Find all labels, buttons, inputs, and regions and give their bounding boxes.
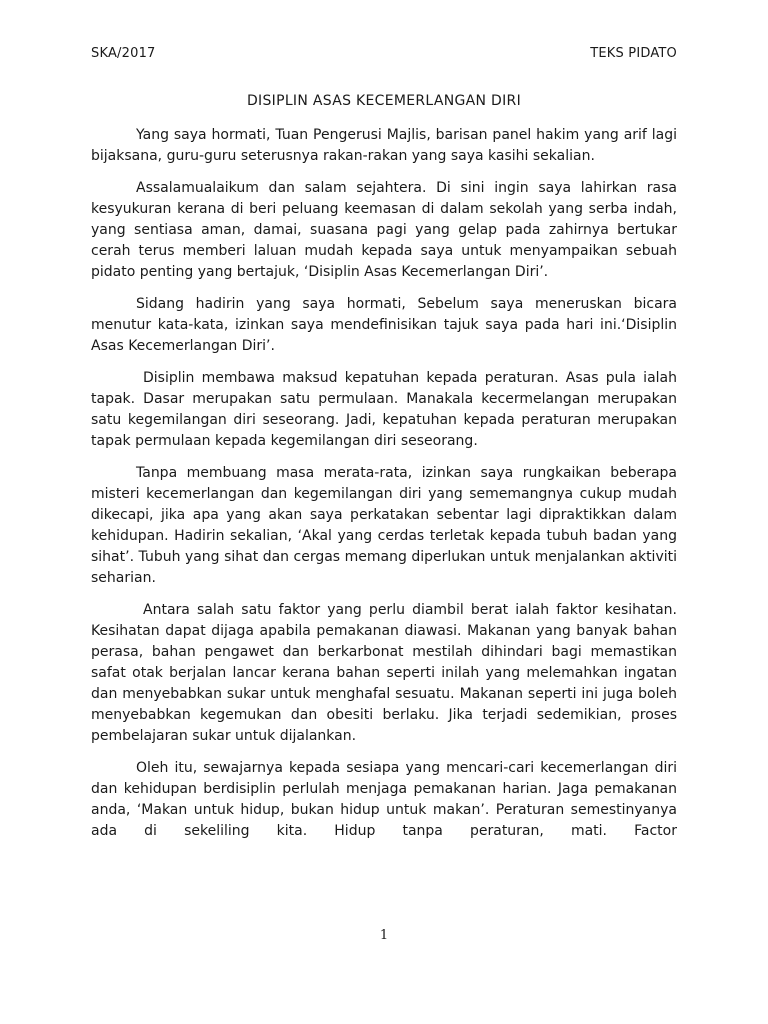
header-code: SKA/2017 [91, 46, 156, 61]
page-title: DISIPLIN ASAS KECEMERLANGAN DIRI [246, 93, 522, 109]
paragraph-nutrition: Antara salah satu faktor yang perlu diambil berat ialah faktor kesihatan. Kesihatan dapat dijaga apabila pemakanan diawasi. Makanan yang banyak bahan perasa, bahan pengawet dan berkarbonat mestilah dihindari bagi memastikan safat otak berjalan lancar kerana bahan seperti inilah yang melemahkan ingatan dan menyebabkan sukar untuk menghafal sesuatu. Makanan seperti ini juga boleh menyebabkan kegemukan dan obesiti berlaku. Jika terjadi sedemikian, proses pembelajaran sukar untuk dijalankan. [91, 602, 677, 744]
paragraph-greeting: Yang saya hormati, Tuan Pengerusi Majlis, barisan panel hakim yang arif lagi bijaksana, guru-guru seterusnya rakan-rakan yang saya kasihi sekalian. [91, 127, 677, 164]
paragraph-salutation: Assalamualaikum dan salam sejahtera. Di sini ingin saya lahirkan rasa kesyukuran kerana di beri peluang keemasan di dalam sekolah yang serba indah, yang sentiasa aman, damai, suasana pagi yang gelap pada zahirnya bertukar cerah terus memberi laluan mudah kepada saya untuk menyampaikan sebuah pidato penting yang bertajuk, ‘Disiplin Asas Kecemerlangan Diri’. [91, 180, 677, 280]
header-document-type: TEKS PIDATO [590, 46, 677, 61]
page-number: 1 [379, 928, 389, 943]
speech-body [91, 125, 677, 842]
paragraph-definition-intro: Sidang hadirin yang saya hormati, Sebelum saya meneruskan bicara menutur kata-kata, izinkan saya mendefinisikan tajuk saya pada hari ini.‘Disiplin Asas Kecemerlangan Diri’. [91, 296, 677, 354]
paragraph-definition: Disiplin membawa maksud kepatuhan kepada peraturan. Asas pula ialah tapak. Dasar merupakan satu permulaan. Manakala kecermelangan merupakan satu kegemilangan diri seseorang. Jadi, kepatuhan kepada peraturan merupakan tapak permulaan kepada kegemilangan diri seseorang. [91, 370, 677, 449]
paragraph-health: Tanpa membuang masa merata-rata, izinkan saya rungkaikan beberapa misteri kecemerlangan dan kegemilangan diri yang sememangnya cukup mudah dikecapi, jika apa yang akan saya perkatakan sebentar lagi dipraktikkan dalam kehidupan. Hadirin sekalian, ‘Akal yang cerdas terletak kepada tubuh badan yang sihat’. Tubuh yang sihat dan cergas memang diperlukan untuk menjalankan aktiviti seharian. [91, 465, 677, 586]
paragraph-conclusion: Oleh itu, sewajarnya kepada sesiapa yang mencari-cari kecemerlangan diri dan kehidupan berdisiplin perlulah menjaga pemakanan harian. Jaga pemakanan anda, ‘Makan untuk hidup, bukan hidup untuk makan’. Peraturan semestinyanya ada di sekeliling kita. Hidup tanpa peraturan, mati. Factor [91, 760, 677, 839]
